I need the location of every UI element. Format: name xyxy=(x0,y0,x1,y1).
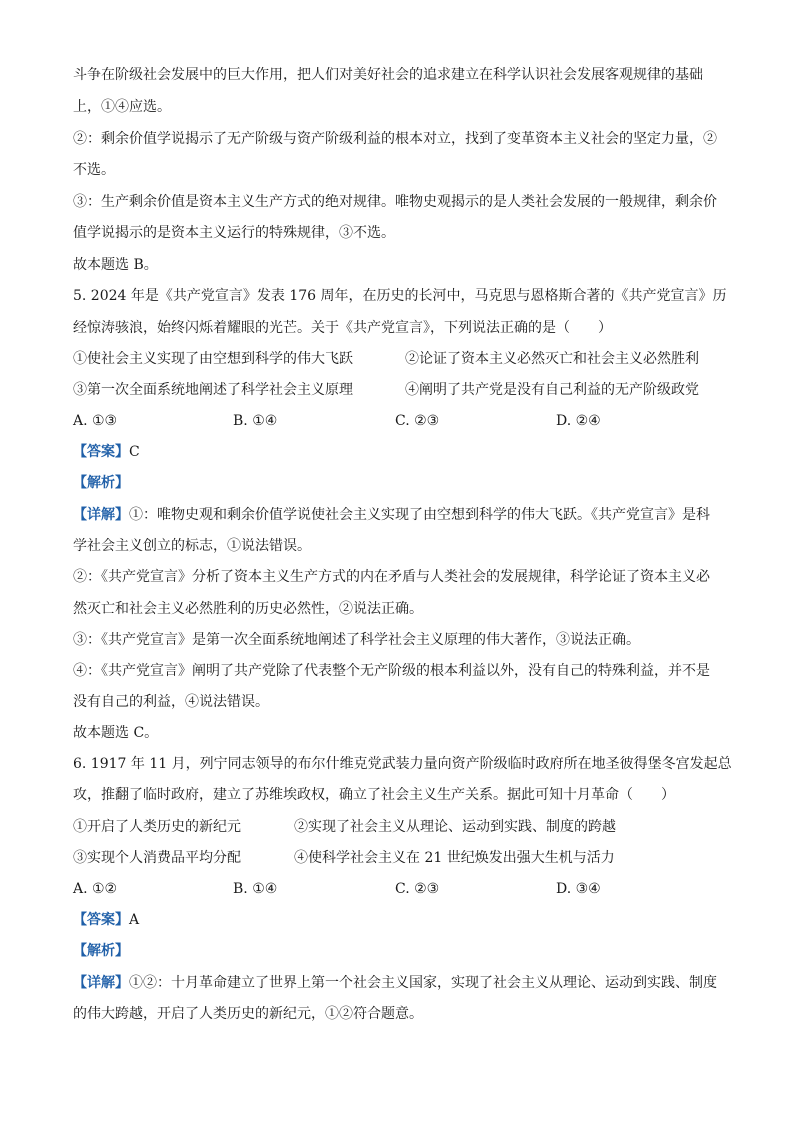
detail-text: ①：唯物史观和剩余价值学说使社会主义实现了由空想到科学的伟大飞跃。《共产党宣言》是科 xyxy=(129,507,710,523)
answer-value: C xyxy=(129,444,140,460)
text-line: 不选。 xyxy=(73,162,115,178)
answer-tag: 【答案】 xyxy=(73,912,129,928)
answer-line xyxy=(73,910,139,930)
statement-1: ①使社会主义实现了由空想到科学的伟大飞跃 xyxy=(73,351,353,367)
conclusion-line: 故本题选 C。 xyxy=(73,725,159,741)
statement-1: ①开启了人类历史的新纪元 xyxy=(73,819,241,835)
answer-line xyxy=(73,442,140,462)
detail-tag: 【详解】 xyxy=(73,975,129,991)
answer-value: A xyxy=(129,912,140,928)
analysis-label: 【解析】 xyxy=(73,943,129,959)
statement-3: ③实现个人消费品平均分配 xyxy=(73,850,241,866)
detail-tag: 【详解】 xyxy=(73,507,129,523)
statement-2: ②实现了社会主义从理论、运动到实践、制度的跨越 xyxy=(294,819,616,835)
detail-line: 学社会主义创立的标志，①说法错误。 xyxy=(73,538,311,554)
question-5-stem: 经惊涛骇浪，始终闪烁着耀眼的光芒。关于《共产党宣言》，下列说法正确的是（ ） xyxy=(73,320,612,336)
option-d: D. ②④ xyxy=(556,413,601,429)
option-c: C. ②③ xyxy=(395,413,440,429)
text-line: 值学说揭示的是资本主义运行的特殊规律，③不选。 xyxy=(73,225,395,241)
option-b: B. ①④ xyxy=(233,881,278,897)
conclusion-line: 故本题选 B。 xyxy=(73,257,158,273)
statement-3: ③第一次全面系统地阐述了科学社会主义原理 xyxy=(73,382,353,398)
detail-line: 然灭亡和社会主义必然胜利的历史必然性，②说法正确。 xyxy=(73,601,423,617)
text-line: ③：生产剩余价值是资本主义生产方式的绝对规律。唯物史观揭示的是人类社会发展的一般规律，剩余价 xyxy=(73,194,717,210)
detail-text: ①②：十月革命建立了世界上第一个社会主义国家，实现了社会主义从理论、运动到实践、制度 xyxy=(129,975,717,991)
option-b: B. ①④ xyxy=(233,413,278,429)
text-line: 斗争在阶级社会发展中的巨大作用，把人们对美好社会的追求建立在科学认识社会发展客观规律的基础 xyxy=(73,67,703,83)
option-a: A. ①② xyxy=(73,881,118,897)
option-a: A. ①③ xyxy=(73,413,118,429)
statement-2: ②论证了资本主义必然灭亡和社会主义必然胜利 xyxy=(405,351,699,367)
question-6-stem: 攻，推翻了临时政府，建立了苏维埃政权，确立了社会主义生产关系。据此可知十月革命（ ） xyxy=(73,787,675,803)
detail-line xyxy=(73,505,710,525)
text-line: 上，①④应选。 xyxy=(73,99,171,115)
statement-4: ④使科学社会主义在 21 世纪焕发出强大生机与活力 xyxy=(294,850,615,866)
text-line: ②：剩余价值学说揭示了无产阶级与资产阶级利益的根本对立，找到了变革资本主义社会的坚定力量，② xyxy=(73,131,717,147)
option-d: D. ③④ xyxy=(556,881,601,897)
analysis-tag xyxy=(73,941,129,961)
analysis-label: 【解析】 xyxy=(73,475,129,491)
detail-line: ③：《共产党宣言》是第一次全面系统地阐述了科学社会主义原理的伟大著作，③说法正确。 xyxy=(73,632,640,648)
detail-line: ②：《共产党宣言》分析了资本主义生产方式的内在矛盾与人类社会的发展规律，科学论证了资本主义必 xyxy=(73,569,710,585)
detail-line xyxy=(73,973,717,993)
question-5-stem: 5. 2024 年是《共产党宣言》发表 176 周年，在历史的长河中，马克思与恩格斯合著的《共产党宣言》历 xyxy=(73,288,727,304)
answer-tag: 【答案】 xyxy=(73,444,129,460)
statement-4: ④阐明了共产党是没有自己利益的无产阶级政党 xyxy=(405,382,699,398)
detail-line: 没有自己的利益，④说法错误。 xyxy=(73,694,269,710)
detail-line: ④：《共产党宣言》阐明了共产党除了代表整个无产阶级的根本利益以外，没有自己的特殊利益，并不是 xyxy=(73,663,710,679)
question-6-stem: 6. 1917 年 11 月，列宁同志领导的布尔什维克党武装力量向资产阶级临时政府所在地圣彼得堡冬宫发起总 xyxy=(73,756,732,772)
option-c: C. ②③ xyxy=(395,881,440,897)
analysis-tag xyxy=(73,473,129,493)
detail-line: 的伟大跨越，开启了人类历史的新纪元，①②符合题意。 xyxy=(73,1006,423,1022)
